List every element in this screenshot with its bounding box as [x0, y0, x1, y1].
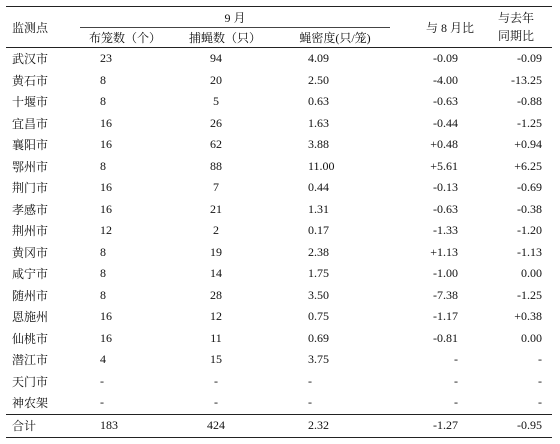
table-row: [6, 220, 552, 242]
table-row: [6, 328, 552, 350]
cell-vs-last-year: -0.09: [517, 51, 543, 66]
cell-density: -: [308, 395, 312, 410]
cell-flies: 94: [210, 51, 222, 66]
cell-density: 4.09: [308, 51, 329, 66]
table-header: [6, 7, 552, 48]
table-row: [6, 48, 552, 70]
cell-cages: 16: [100, 180, 112, 195]
cell-site: 潜江市: [12, 353, 49, 368]
cell-vs-aug: -0.09: [433, 51, 459, 66]
header-density: 蝇密度(只/笼): [280, 28, 390, 48]
cell-cages: 8: [100, 244, 106, 259]
cell-vs-aug: -4.00: [433, 72, 459, 87]
table-row: [6, 263, 552, 285]
cell-flies: 21: [210, 201, 222, 216]
table-body: [6, 48, 552, 415]
cell-vs-last-year: -: [538, 352, 543, 367]
cell-flies: 12: [210, 309, 222, 324]
cell-flies: 5: [213, 94, 219, 109]
cell-cages: 12: [100, 223, 112, 238]
cell-cages: 16: [100, 137, 112, 152]
table-row: [6, 156, 552, 178]
cell-density: 1.31: [308, 201, 329, 216]
cell-cages: -: [100, 395, 104, 410]
cell-vs-aug: -7.38: [433, 287, 459, 302]
fly-density-table-container: [6, 6, 552, 438]
cell-vs-aug: -0.81: [433, 330, 459, 345]
table-row: [6, 199, 552, 221]
cell-vs-aug: -0.63: [433, 201, 459, 216]
cell-vs-last-year: +0.94: [514, 137, 543, 152]
cell-density: 0.63: [308, 94, 329, 109]
total-cages: 183: [80, 414, 170, 437]
cell-density: 0.44: [308, 180, 329, 195]
cell-vs-last-year: -: [538, 395, 543, 410]
cell-site: 仙桃市: [12, 331, 49, 346]
cell-site: 咸宁市: [12, 267, 49, 282]
cell-vs-aug: +0.48: [430, 137, 459, 152]
cell-density: 0.17: [308, 223, 329, 238]
total-vs-aug: -1.27: [390, 414, 480, 437]
table-row: [6, 349, 552, 371]
cell-cages: 16: [100, 115, 112, 130]
cell-flies: 62: [210, 137, 222, 152]
table-row: [6, 371, 552, 393]
cell-flies: 20: [210, 72, 222, 87]
total-density: 2.32: [280, 414, 390, 437]
cell-vs-last-year: -0.88: [517, 94, 543, 109]
cell-vs-last-year: +0.38: [514, 309, 543, 324]
cell-density: 1.75: [308, 266, 329, 281]
cell-density: 2.50: [308, 72, 329, 87]
cell-cages: 8: [100, 72, 106, 87]
total-flies: 424: [170, 414, 280, 437]
cell-vs-aug: -0.13: [433, 180, 459, 195]
cell-flies: 15: [210, 352, 222, 367]
header-flies: 捕蝇数（只）: [170, 28, 280, 48]
table-row: [6, 285, 552, 307]
cell-vs-aug: +5.61: [430, 158, 459, 173]
cell-cages: 8: [100, 287, 106, 302]
cell-density: 11.00: [308, 158, 335, 173]
cell-site: 黄冈市: [12, 245, 49, 260]
total-row: [6, 414, 552, 437]
cell-vs-aug: -1.17: [433, 309, 459, 324]
cell-site: 恩施州: [12, 310, 49, 325]
cell-density: 1.63: [308, 115, 329, 130]
table-row: [6, 392, 552, 414]
cell-site: 宜昌市: [12, 116, 49, 131]
cell-flies: 14: [210, 266, 222, 281]
cell-cages: 8: [100, 266, 106, 281]
table-row: [6, 134, 552, 156]
cell-vs-aug: -: [454, 395, 459, 410]
cell-vs-aug: -0.63: [433, 94, 459, 109]
cell-vs-aug: -0.44: [433, 115, 459, 130]
cell-vs-last-year: -0.38: [517, 201, 543, 216]
cell-cages: 23: [100, 51, 112, 66]
cell-vs-last-year: 0.00: [521, 266, 543, 281]
cell-site: 孝感市: [12, 202, 49, 217]
cell-cages: 8: [100, 94, 106, 109]
cell-cages: 4: [100, 352, 106, 367]
cell-vs-last-year: -1.25: [517, 115, 543, 130]
cell-density: 3.50: [308, 287, 329, 302]
cell-site: 荆门市: [12, 181, 49, 196]
header-vs-last-year-line1: 与去年: [498, 11, 535, 25]
cell-flies: 28: [210, 287, 222, 302]
cell-site: 武汉市: [12, 52, 49, 67]
cell-density: 3.75: [308, 352, 329, 367]
cell-site: 天门市: [12, 374, 49, 389]
header-vs-last-year: [480, 7, 552, 48]
table-row: [6, 91, 552, 113]
fly-density-table: [6, 6, 552, 438]
cell-flies: 88: [210, 158, 222, 173]
cell-site: 神农架: [12, 396, 49, 411]
total-site: 合计: [6, 414, 80, 437]
header-vs-aug: 与 8 月比: [390, 7, 480, 48]
cell-site: 随州市: [12, 288, 49, 303]
cell-vs-last-year: -: [538, 373, 543, 388]
cell-vs-aug: -: [454, 352, 459, 367]
cell-vs-last-year: -13.25: [511, 72, 543, 87]
cell-cages: 16: [100, 201, 112, 216]
header-cages: 布笼数（个）: [80, 28, 170, 48]
table-row: [6, 242, 552, 264]
table-row: [6, 70, 552, 92]
cell-flies: 19: [210, 244, 222, 259]
cell-vs-last-year: -0.69: [517, 180, 543, 195]
cell-density: -: [308, 373, 312, 388]
header-vs-last-year-line2: 同期比: [498, 29, 535, 43]
cell-site: 十堰市: [12, 95, 49, 110]
cell-cages: 16: [100, 309, 112, 324]
cell-flies: 26: [210, 115, 222, 130]
cell-vs-aug: -: [454, 373, 459, 388]
cell-density: 0.75: [308, 309, 329, 324]
cell-vs-last-year: -1.13: [517, 244, 543, 259]
cell-density: 2.38: [308, 244, 329, 259]
cell-vs-last-year: -1.20: [517, 223, 543, 238]
cell-vs-aug: +1.13: [430, 244, 459, 259]
cell-cages: -: [100, 373, 104, 388]
cell-site: 襄阳市: [12, 138, 49, 153]
cell-cages: 16: [100, 330, 112, 345]
cell-cages: 8: [100, 158, 106, 173]
cell-vs-aug: -1.00: [433, 266, 459, 281]
table-row: [6, 113, 552, 135]
cell-density: 3.88: [308, 137, 329, 152]
cell-site: 鄂州市: [12, 159, 49, 174]
header-site: 监测点: [6, 7, 80, 48]
cell-flies: 2: [213, 223, 219, 238]
cell-density: 0.69: [308, 330, 329, 345]
table-row: [6, 177, 552, 199]
cell-site: 荆州市: [12, 224, 49, 239]
cell-vs-last-year: +6.25: [514, 158, 543, 173]
cell-vs-aug: -1.33: [433, 223, 459, 238]
cell-site: 黄石市: [12, 73, 49, 88]
cell-vs-last-year: 0.00: [521, 330, 543, 345]
table-row: [6, 306, 552, 328]
cell-flies: -: [214, 373, 218, 388]
cell-flies: 7: [213, 180, 219, 195]
cell-flies: 11: [210, 330, 222, 345]
total-vs-last-year: -0.95: [480, 414, 552, 437]
cell-flies: -: [214, 395, 218, 410]
table-footer: [6, 414, 552, 437]
header-month: 9 月: [80, 7, 390, 28]
cell-vs-last-year: -1.25: [517, 287, 543, 302]
